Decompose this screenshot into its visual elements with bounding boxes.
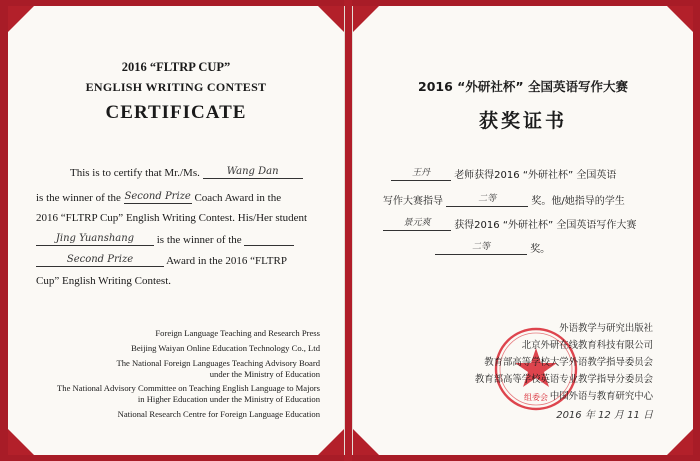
cn-org-waiyan-online: 北京外研在线教育科技有限公司 bbox=[521, 340, 653, 351]
org-teaching-board: The National Foreign Languages Teaching Advisory Board bbox=[116, 358, 320, 368]
corner-ornament-icon bbox=[8, 6, 34, 32]
cn-student-award-line bbox=[435, 240, 550, 255]
cn-student-line bbox=[383, 216, 636, 231]
corner-ornament-icon bbox=[667, 429, 693, 455]
org-research-centre: National Research Centre for Foreign Language Education bbox=[117, 409, 320, 419]
student-line bbox=[36, 233, 294, 246]
cn-coach-line bbox=[383, 192, 625, 207]
cn-student-suffix: 获得2016 “外研社杯” 全国英语写作大赛 bbox=[454, 220, 637, 231]
cn-org-english-board: 教育部高等学校英语专业教学指导分委员会 bbox=[474, 374, 653, 385]
cn-coach-suffix: 奖。他/她指导的学生 bbox=[531, 196, 625, 207]
corner-ornament-icon bbox=[318, 6, 344, 32]
contest-closing-line: Cup” English Writing Contest. bbox=[36, 275, 172, 287]
corner-ornament-icon bbox=[353, 429, 379, 455]
certify-prefix: This is to certify that Mr./Ms. bbox=[70, 167, 200, 179]
seal-text: 组委会 bbox=[524, 393, 548, 402]
teacher-name: Wang Dan bbox=[203, 166, 303, 179]
chinese-certificate-page bbox=[352, 6, 693, 455]
cn-org-research-centre: 中国外语与教育研究中心 bbox=[549, 391, 653, 402]
folder-spine bbox=[344, 0, 352, 461]
empty-blank bbox=[244, 233, 294, 246]
coach-prize: Second Prize bbox=[124, 191, 191, 202]
cn-student-prize: 二等 bbox=[435, 241, 527, 255]
winner-prefix: is the winner of the bbox=[36, 192, 121, 204]
cn-org-fltrp: 外语教学与研究出版社 bbox=[559, 323, 653, 334]
corner-ornament-icon bbox=[353, 6, 379, 32]
cn-teacher-suffix: 老师获得2016 “外研社杯” 全国英语 bbox=[454, 170, 617, 181]
org-advisory-committee-sub: in Higher Education under the Ministry of Education bbox=[137, 394, 320, 404]
cn-contest-title: 2016 “外研社杯” 全国英语写作大赛 bbox=[418, 79, 628, 94]
cn-org-college-board: 教育部高等学校大学外语教学指导委员会 bbox=[484, 357, 653, 368]
coach-award-line bbox=[36, 191, 281, 204]
corner-ornament-icon bbox=[8, 429, 34, 455]
english-certificate-page bbox=[8, 6, 345, 455]
cn-certificate-heading: 获奖证书 bbox=[478, 110, 567, 132]
student-prize: Second Prize bbox=[36, 254, 164, 267]
cn-student-name: 景元爽 bbox=[383, 217, 451, 231]
certificate-heading: CERTIFICATE bbox=[105, 102, 247, 123]
cn-coach-prefix: 写作大赛指导 bbox=[383, 196, 443, 207]
student-winner-suffix: is the winner of the bbox=[156, 234, 242, 246]
coach-award-suffix: Coach Award in the bbox=[194, 192, 282, 204]
org-teaching-board-sub: under the Ministry of Education bbox=[209, 369, 320, 379]
org-fltrp: Foreign Language Teaching and Research Press bbox=[155, 328, 320, 338]
student-name: Jing Yuanshang bbox=[36, 233, 154, 246]
certify-line bbox=[70, 166, 303, 179]
contest-year-title: 2016 “FLTRP CUP” bbox=[121, 60, 231, 74]
contest-name-title: ENGLISH WRITING CONTEST bbox=[85, 80, 267, 94]
org-waiyan-online: Beijing Waiyan Online Education Technology Co., Ltd bbox=[131, 343, 320, 353]
student-award-line bbox=[36, 254, 287, 267]
student-award-suffix: Award in the 2016 “FLTRP bbox=[166, 255, 287, 267]
contest-student-line: 2016 “FLTRP Cup” English Writing Contest. His/Her student bbox=[36, 212, 308, 224]
cn-teacher-line bbox=[391, 166, 616, 181]
cn-coach-prize: 二等 bbox=[446, 193, 528, 207]
cn-teacher-name: 王丹 bbox=[391, 167, 451, 181]
corner-ornament-icon bbox=[667, 6, 693, 32]
corner-ornament-icon bbox=[318, 429, 344, 455]
org-advisory-committee: The National Advisory Committee on Teaching English Language to Majors bbox=[57, 383, 320, 393]
cn-student-award-suffix: 奖。 bbox=[530, 244, 551, 255]
award-date: 2016 年 12 月 11 日 bbox=[556, 410, 653, 421]
